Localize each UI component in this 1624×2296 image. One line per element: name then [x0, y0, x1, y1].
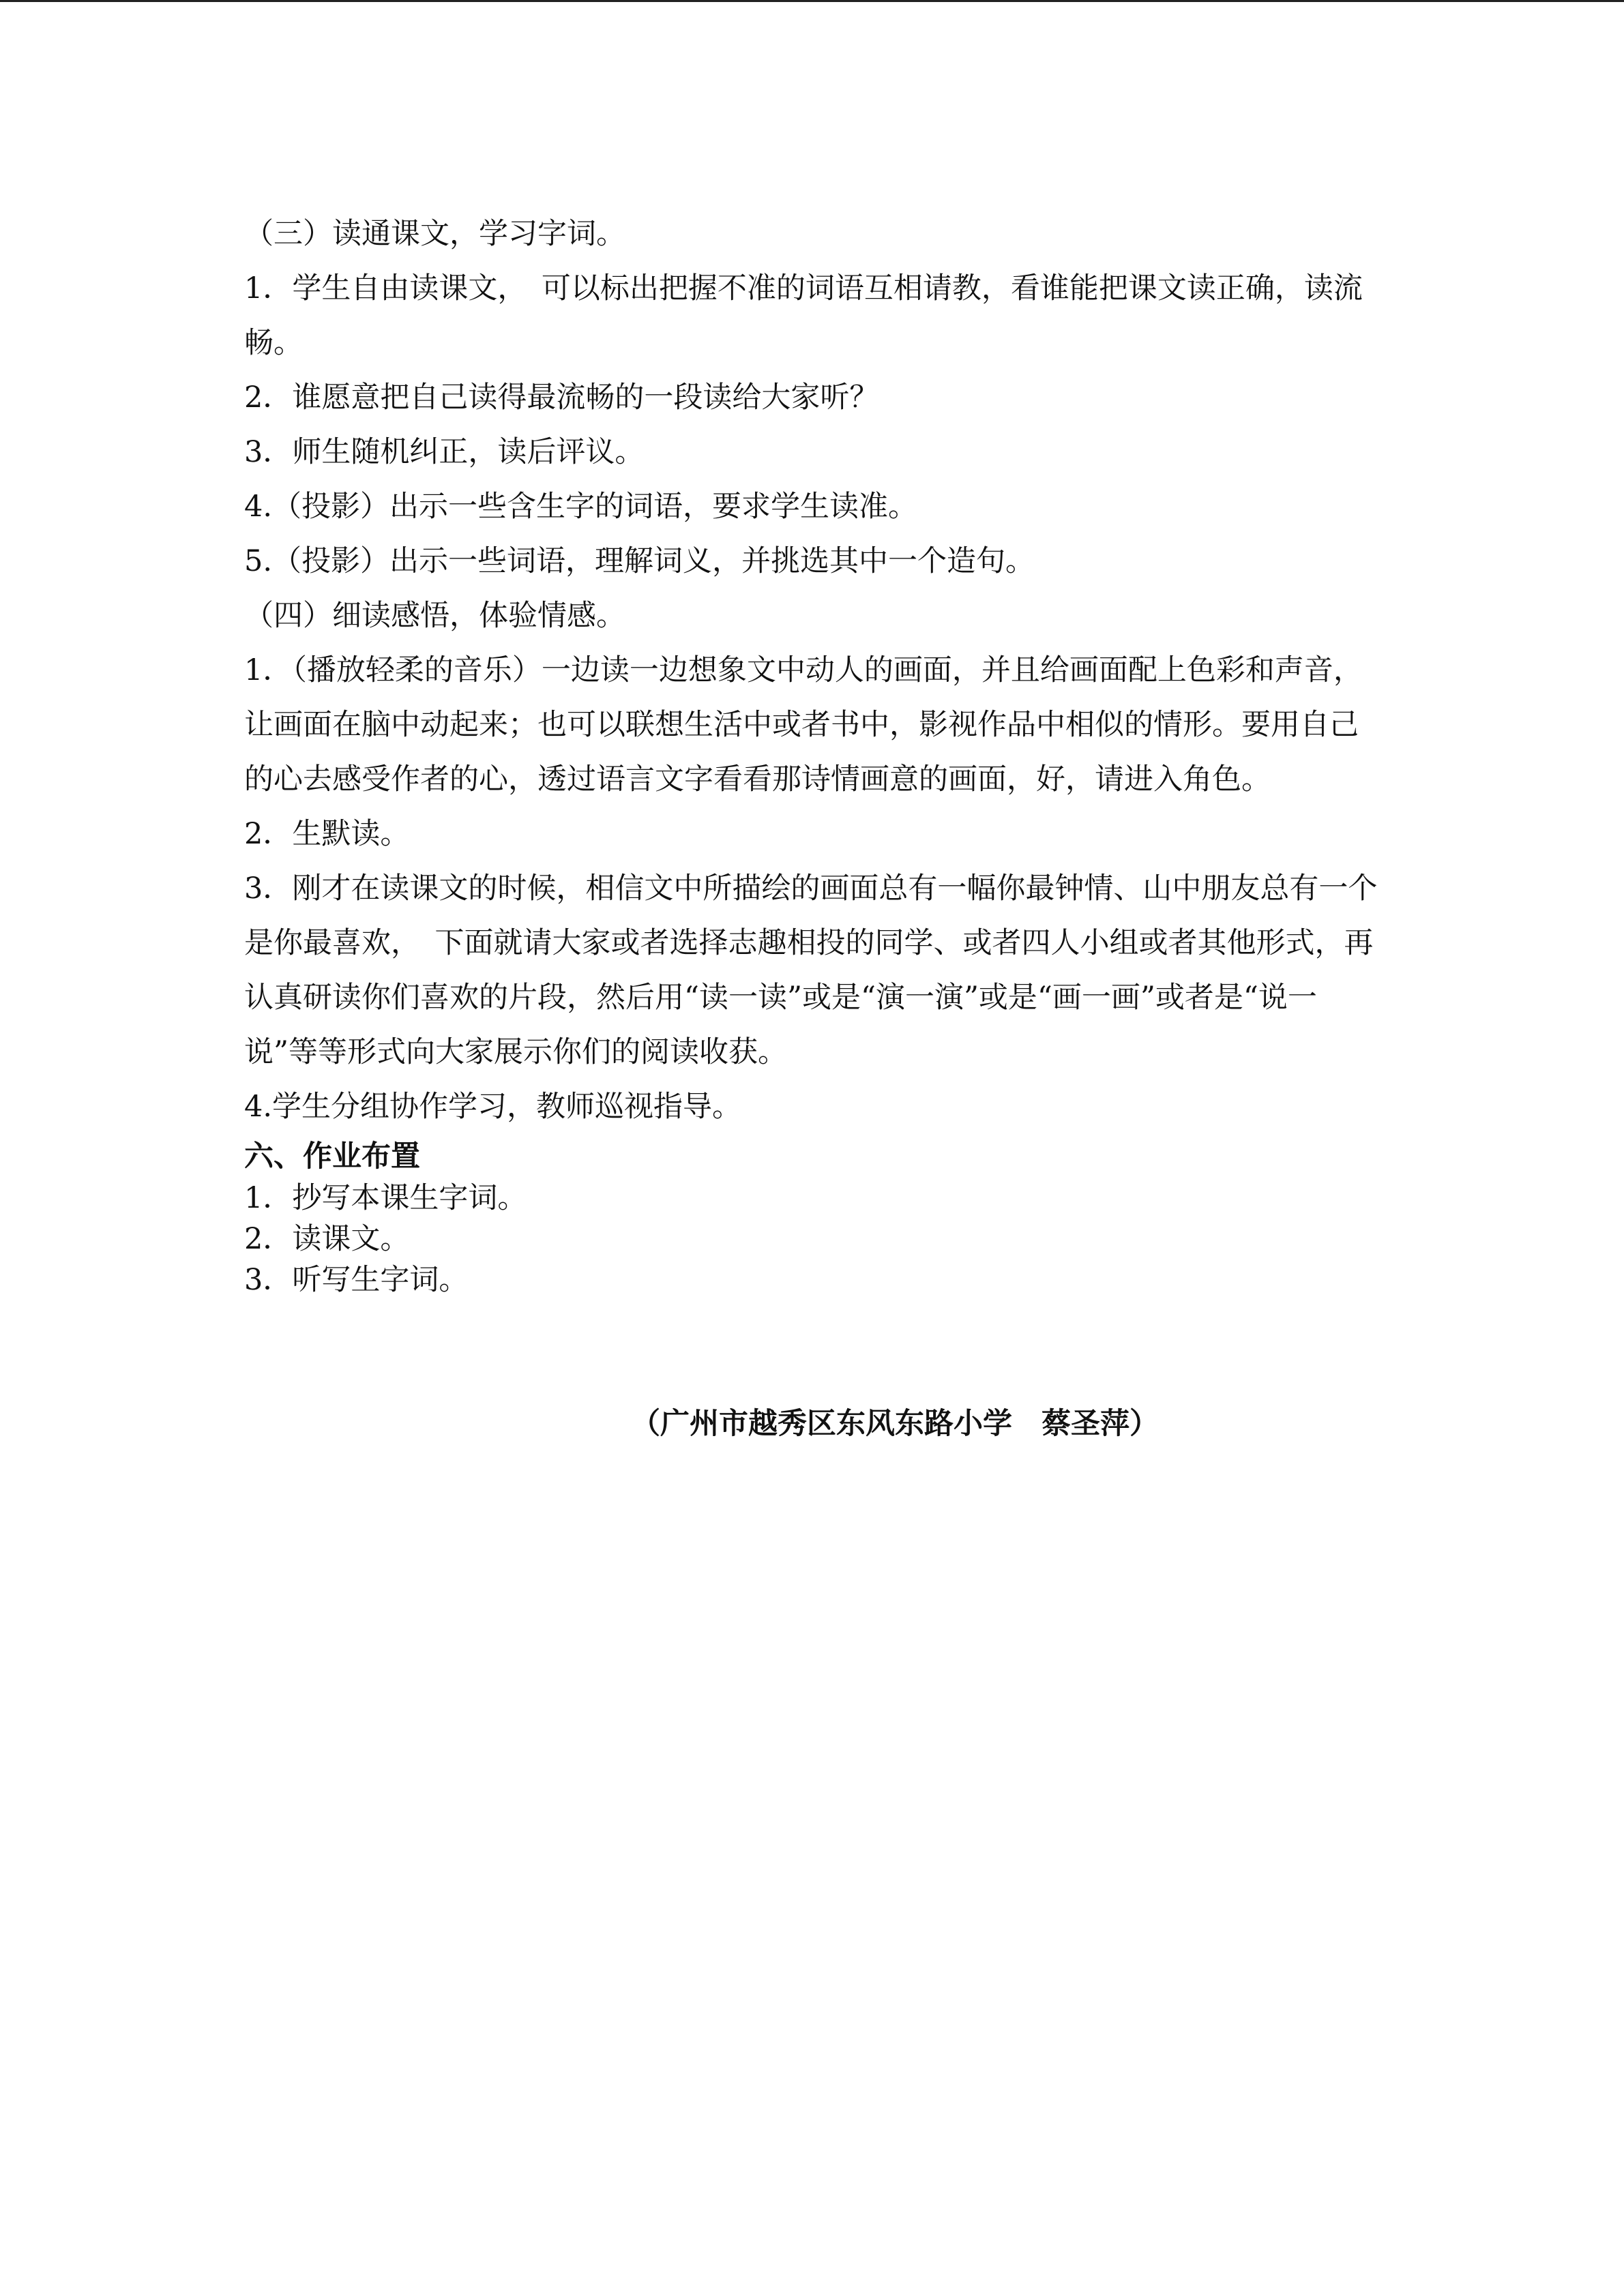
section-four-item-3: 3．刚才在读课文的时候，相信文中所描绘的画面总有一幅你最钟情、山中朋友总有一个是你最喜欢， 下面就请大家或者选择志趣相投的同学、或者四人小组或者其他形式，再认真研读你们喜欢的片段，然后用“读一读”或是“演一演”或是“画一画”或者是“说一说”等等形式向大家展示你们的阅读收获。: [244, 871, 1378, 1069]
homework-item-3: 3．听写生字词。: [244, 1263, 469, 1297]
homework-item-2: 2．读课文。: [244, 1222, 410, 1256]
section-three-item-1: 1．学生自由读课文， 可以标出把握不准的词语互相请教，看谁能把课文读正确，读流畅。: [244, 271, 1363, 360]
section-four-title: （四）细读感悟，体验情感。: [244, 599, 625, 633]
section-three-item-4: 4.（投影）出示一些含生字的词语，要求学生读准。: [244, 490, 918, 524]
section-four-item-1: 1．（播放轻柔的音乐）一边读一边想象文中动人的画面，并且给画面配上色彩和声音，让画面在脑中动起来；也可以联想生活中或者书中，影视作品中相似的情形。要用自己的心去感受作者的心，透过语言文字看看那诗情画意的画面，好，请进入角色。: [244, 653, 1363, 796]
section-three-item-3: 3．师生随机纠正，读后评议。: [244, 435, 645, 469]
section-four-item-4: 4.学生分组协作学习，教师巡视指导。: [244, 1090, 742, 1124]
homework-item-1: 1．抄写本课生字词。: [244, 1181, 527, 1215]
section-three-item-2: 2．谁愿意把自己读得最流畅的一段读给大家听？: [244, 381, 879, 415]
document-body: [244, 207, 1383, 1300]
section-three-item-5: 5.（投影）出示一些词语，理解词义，并挑选其中一个造句。: [244, 544, 1035, 578]
author-signature: （广州市越秀区东风东路小学 蔡圣萍）: [631, 1407, 1159, 1441]
homework-heading: 六、作业布置: [244, 1139, 420, 1174]
section-four-item-2: 2．生默读。: [244, 817, 410, 851]
section-three-title: （三）读通课文，学习字词。: [244, 217, 625, 251]
top-border-rule: [0, 0, 1624, 2]
